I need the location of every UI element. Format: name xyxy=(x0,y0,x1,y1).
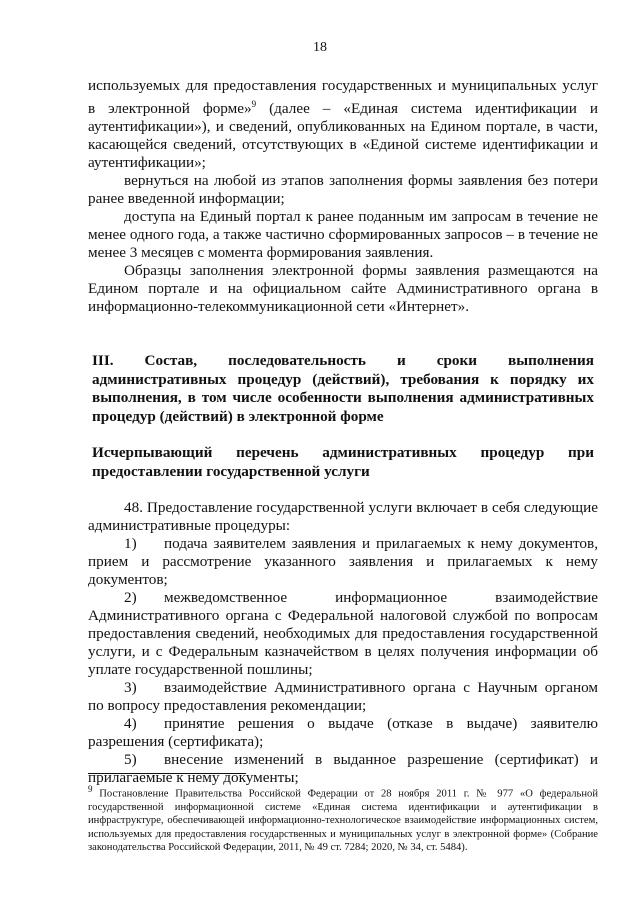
footnote-marker: 9 xyxy=(88,784,93,794)
list-item-number: 4) xyxy=(124,715,137,733)
paragraph-form-samples: Образцы заполнения электронной формы заявления размещаются на Едином портале и на официальном сайте Административного органа в информационно-телекоммуникационной сети «Интернет». xyxy=(88,262,598,316)
footnote-text: Постановление Правительства Российской Федерации от 28 ноября 2011 г. № 977 «О федеральной государственной информационной системе «Единая система идентификации и аутентификации в инфраструктуре, обеспечивающей информационно-технологическое взаимодействие информационных систем, используемых для предоставления государственных и муниципальных услуг в электронной форме» (Собрание законодательства Российской Федерации, 2011, № 49 ст. 7284; 2020, № 34, ст. 5484). xyxy=(88,788,598,854)
list-item-number: 1) xyxy=(124,535,137,553)
paragraph-return-step: вернуться на любой из этапов заполнения формы заявления без потери ранее введенной информации; xyxy=(88,172,598,208)
list-item-text: межведомственное информационное взаимодействие Административного органа с Федеральной налоговой службой по вопросам предоставления сведений, необходимых для предоставления государственной услуги, и с Федеральным казначейством в целях получения информации об уплате государственной пошлины; xyxy=(88,589,598,679)
list-item xyxy=(88,589,598,679)
page-number: 18 xyxy=(313,40,327,55)
list-item-text: подача заявителем заявления и прилагаемых к нему документов, прием и рассмотрение указанного заявления и прилагаемых к нему документов; xyxy=(88,535,598,589)
footnote-divider xyxy=(88,773,246,774)
list-item-text: принятие решения о выдаче (отказе в выдаче) заявителю разрешения (сертификата); xyxy=(88,715,598,751)
list-item-number: 5) xyxy=(124,751,137,769)
clause-48-intro: 48. Предоставление государственной услуги включает в себя следующие административные процедуры: xyxy=(88,499,598,535)
list-item xyxy=(88,535,598,589)
paragraph-esia-part1: используемых для предоставления государственных и муниципальных услуг в электронной форме» xyxy=(88,77,598,118)
footnote xyxy=(88,783,598,855)
subsection-heading: Исчерпывающий перечень административных процедур при предоставлении государственной услуги xyxy=(92,444,594,480)
footnote-reference[interactable]: 9 xyxy=(251,99,257,109)
list-item xyxy=(88,715,598,751)
paragraph-portal-access: доступа на Единый портал к ранее поданным им запросам в течение не менее одного года, а также частично сформированных запросов – в течение не менее 3 месяцев с момента формирования заявления. xyxy=(88,208,598,262)
list-item xyxy=(88,679,598,715)
list-item-text: взаимодействие Административного органа с Научным органом по вопросу предоставления рекомендации; xyxy=(88,679,598,715)
list-item-number: 2) xyxy=(124,589,137,607)
list-item-text: внесение изменений в выданное разрешение (сертификат) и прилагаемые к нему документы; xyxy=(88,751,598,787)
page-body xyxy=(88,77,598,787)
list-item-number: 3) xyxy=(124,679,137,697)
paragraph-esia-part2: (далее – «Единая система идентификации и аутентификации»), и сведений, опубликованных на Едином портале, в части, касающейся сведений, отсутствующих в «Единой системе идентификации и аутентификации»; xyxy=(88,100,598,172)
list-item xyxy=(88,751,598,787)
section-heading: III. Состав, последовательность и сроки выполнения административных процедур (действий), требования к порядку их выполнения, в том числе особенности выполнения административных процедур (действий) в электронной форме xyxy=(92,352,594,425)
paragraph-esia xyxy=(88,77,598,172)
